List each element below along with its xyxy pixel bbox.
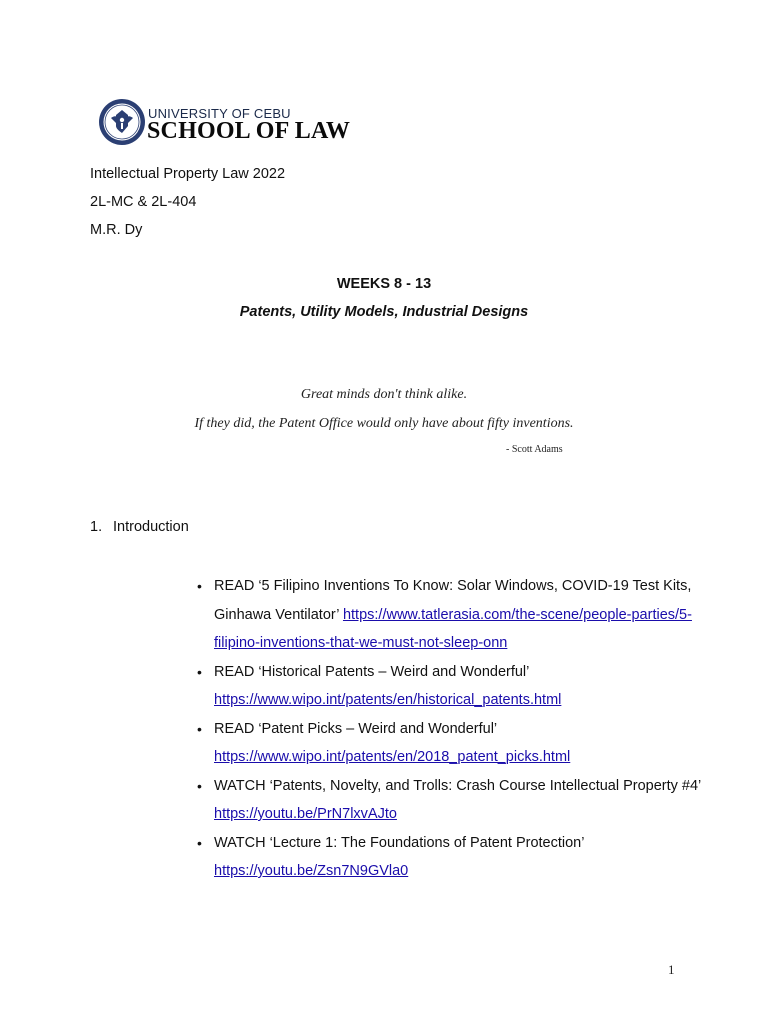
- quote-line-1: Great minds don't think alike.: [300, 387, 468, 402]
- school-logo: [98, 98, 351, 150]
- university-name: UNIVERSITY OF CEBU: [148, 106, 291, 121]
- quote-author: - Scott Adams: [506, 444, 563, 455]
- item-text: WATCH ‘Patents, Novelty, and Trolls: Crash Course Intellectual Property #4’: [214, 777, 701, 794]
- item-text: READ ‘5 Filipino Inventions To Know: Solar Windows, COVID-19 Test Kits, Ginhawa Ventilator’: [214, 578, 692, 623]
- list-item: [196, 715, 716, 772]
- item-link[interactable]: https://www.tatlerasia.com/the-scene/people-parties/5-filipino-inventions-that-we-must-not-sleep-onn: [214, 606, 692, 651]
- class-sections: 2L-MC & 2L-404: [90, 194, 197, 210]
- school-name: SCHOOL OF LAW: [147, 118, 351, 144]
- item-link[interactable]: https://www.wipo.int/patents/en/historical_patents.html: [214, 692, 562, 708]
- section-number: 1.: [90, 519, 103, 535]
- item-link[interactable]: https://www.wipo.int/patents/en/2018_patent_picks.html: [214, 749, 571, 765]
- section-title: Introduction: [113, 519, 189, 535]
- item-link[interactable]: https://youtu.be/Zsn7N9GVla0: [214, 863, 409, 879]
- item-link[interactable]: https://youtu.be/PrN7lxvAJto: [214, 806, 397, 822]
- list-item: [196, 572, 716, 658]
- item-text: READ ‘Historical Patents – Weird and Wonderful’: [214, 663, 530, 680]
- quote-line-2: If they did, the Patent Office would only have about fifty inventions.: [194, 416, 574, 431]
- topic-heading: Patents, Utility Models, Industrial Designs: [239, 304, 529, 320]
- list-item: [196, 658, 716, 715]
- assignment-list: [196, 572, 716, 886]
- item-text: WATCH ‘Lecture 1: The Foundations of Patent Protection’: [214, 834, 585, 851]
- university-seal-icon: [98, 98, 146, 146]
- list-item: [196, 772, 716, 829]
- section-heading: [90, 519, 189, 535]
- page-number: 1: [668, 962, 675, 977]
- list-item: [196, 829, 716, 886]
- course-title: Intellectual Property Law 2022: [90, 166, 286, 182]
- item-text: READ ‘Patent Picks – Weird and Wonderful’: [214, 720, 498, 737]
- instructor-name: M.R. Dy: [90, 222, 143, 238]
- weeks-heading: WEEKS 8 - 13: [336, 276, 432, 292]
